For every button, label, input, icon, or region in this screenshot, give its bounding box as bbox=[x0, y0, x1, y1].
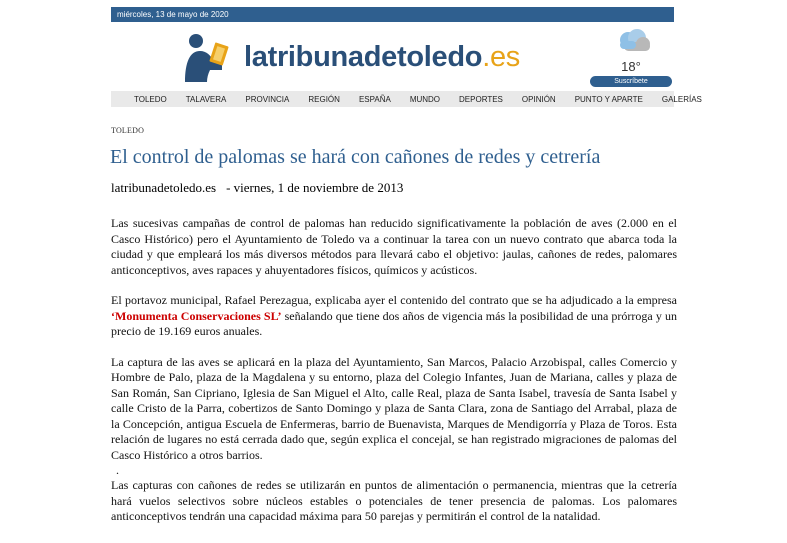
paragraph-3: La captura de las aves se aplicará en la plaza del Ayuntamiento, San Marcos, Palacio Arzobispal, calles Comercio y Hombre de Palo, plaza de la Magdalena y su entorno, plaza del Colegio Infantes, Juan de Mariana, calles y plaza de San Román, San Cipriano, Iglesia de San Miguel el Alto, calle Real, plaza de Santa Isabel, travesía de Santa Isabel y calle Cristo de la Parra, cobertizos de Santo Domingo y plaza de Santa Clara, zona de Santiago del Arrabal, plaza de la Concepción, antigua Escuela de Enfermeras, barrio de Buenavista, Marques de Mendigorría y Plaza de Toros. Esta relación de lugares no está cerrada dado que, según explica el concejal, se han registrado migraciones de palomas del Casco Histórico a otros barrios. bbox=[111, 354, 677, 462]
nav-item-provincia[interactable]: PROVINCIA bbox=[245, 94, 290, 104]
paragraph-2: El portavoz municipal, Rafael Perezagua, explicaba ayer el contenido del contrato que se ha adjudicado a la empresa ‘Monumenta Conservaciones SL’ señalando que tiene dos años de vigencia más la posibilidad de una prórroga y un precio de 19.169 euros anuales. bbox=[111, 293, 678, 338]
article-date: - viernes, 1 de noviembre de 2013 bbox=[226, 180, 404, 195]
weather-widget bbox=[590, 27, 672, 89]
article-source: latribunadetoledo.es bbox=[111, 180, 217, 195]
main-nav bbox=[111, 91, 702, 107]
nav-item-deportes[interactable]: DEPORTES bbox=[459, 94, 503, 104]
nav-item-region[interactable]: REGIÓN bbox=[308, 94, 340, 104]
site-logo[interactable] bbox=[182, 32, 520, 82]
nav-item-toledo[interactable]: TOLEDO bbox=[134, 94, 167, 104]
article-section: TOLEDO bbox=[111, 126, 145, 135]
nav-item-talavera[interactable]: TALAVERA bbox=[185, 94, 227, 104]
nav-item-opinion[interactable]: OPINIÓN bbox=[521, 94, 556, 104]
cloud-icon bbox=[614, 27, 654, 55]
paragraph-1: Las sucesivas campañas de control de palomas han reducido significativamente la población de aves (2.000 en el Casco Histórico) pero el Ayuntamiento de Toledo va a continuar la tarea con un nuevo contrato que abarca toda la ciudad y que empleará los más diversos métodos para llevará cabo el objetivo: jaulas, cañones de redes, palomares anticonceptivos, aves rapaces y ahuyentadores físicos, químicos y acústicos. bbox=[111, 216, 677, 277]
nav-item-mundo[interactable]: MUNDO bbox=[409, 94, 441, 104]
date-bar bbox=[111, 7, 674, 22]
subscribe-button[interactable]: Suscríbete bbox=[590, 76, 672, 87]
article-byline bbox=[111, 180, 403, 196]
company-name: ‘Monumenta Conservaciones SL’ bbox=[111, 308, 282, 323]
current-date: miércoles, 13 de mayo de 2020 bbox=[117, 10, 229, 19]
article-title: El control de palomas se hará con cañones de redes y cetrería bbox=[110, 146, 601, 168]
nav-item-galerias[interactable]: GALERÍAS bbox=[661, 94, 702, 104]
reader-logo-icon bbox=[182, 32, 242, 82]
paragraph-separator: . bbox=[116, 463, 119, 477]
logo-wordmark: latribunadetoledo.es bbox=[244, 40, 520, 73]
nav-item-punto-y-aparte[interactable]: PUNTO Y APARTE bbox=[574, 94, 643, 104]
article-body bbox=[111, 216, 677, 540]
paragraph-4: Las capturas con cañones de redes se utilizarán en puntos de alimentación o permanencia, mientras que la cetrería hará vuelos selectivos sobre núcleos estables o potenciales de tener presencia de palomas. Los palomares anticonceptivos tendrán una capacidad máxima para 50 parejas y permitirán el control de la natalidad. bbox=[111, 478, 677, 523]
nav-item-espana[interactable]: ESPAÑA bbox=[358, 94, 391, 104]
temperature: 18° bbox=[621, 59, 641, 74]
